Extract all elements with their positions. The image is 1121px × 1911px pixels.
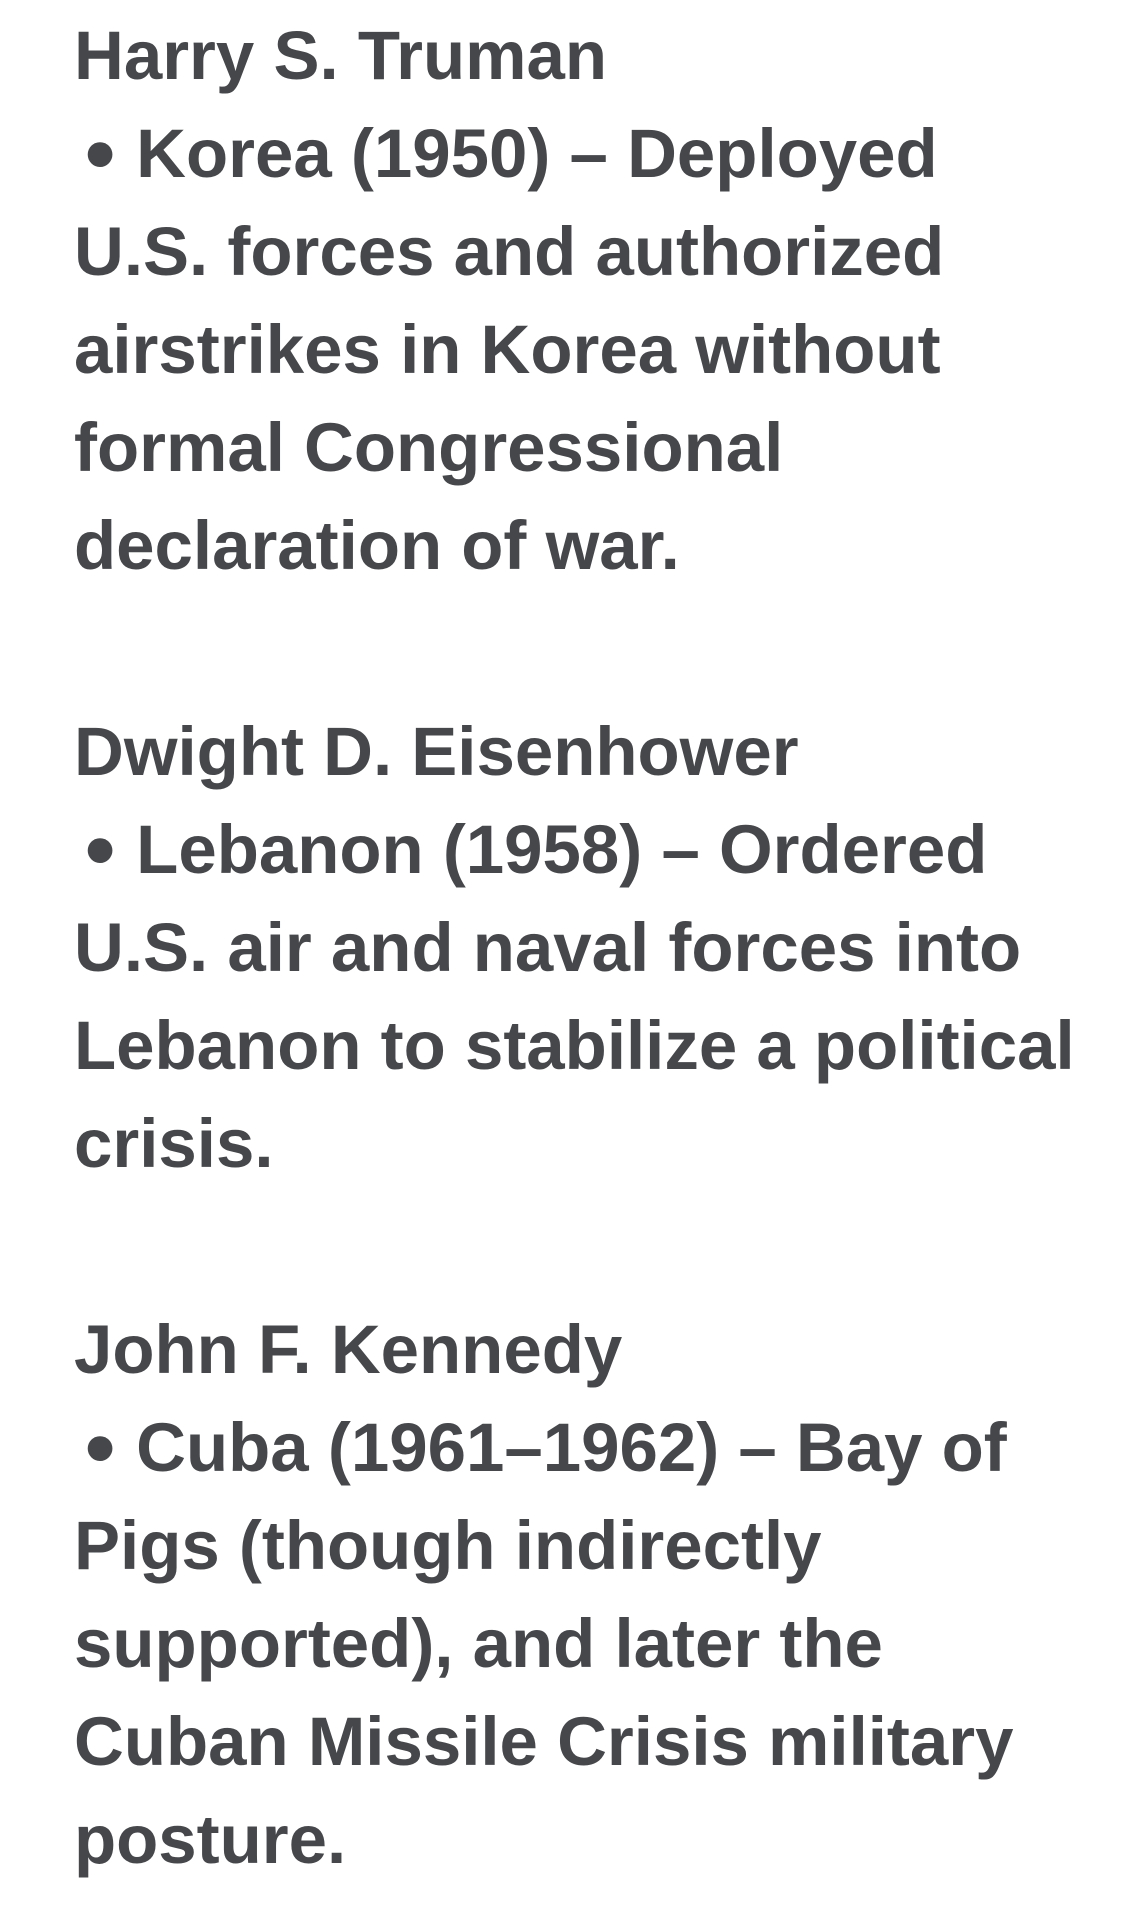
bullet-icon: • xyxy=(84,105,116,202)
section-kennedy xyxy=(74,1301,1091,1889)
president-heading-eisenhower: Dwight D. Eisenhower xyxy=(74,713,799,790)
text-line: airstrikes in Korea without xyxy=(74,311,941,388)
section-truman xyxy=(74,7,1091,595)
text-line: supported), and later the xyxy=(74,1605,883,1682)
bullet-text: Cuba (1961–1962) – Bay of xyxy=(136,1409,1007,1486)
bullet-text: Korea (1950) – Deployed xyxy=(136,115,938,192)
president-heading-kennedy: John F. Kennedy xyxy=(74,1311,623,1388)
section-eisenhower xyxy=(74,703,1091,1193)
bullet-line xyxy=(74,801,1091,899)
bullet-text: Lebanon (1958) – Ordered xyxy=(136,811,988,888)
bullet-line xyxy=(74,1399,1091,1497)
bullet-icon: • xyxy=(84,801,116,898)
text-line: U.S. air and naval forces into xyxy=(74,909,1022,986)
text-line: U.S. forces and authorized xyxy=(74,213,945,290)
text-line: declaration of war. xyxy=(74,507,680,584)
text-line: posture. xyxy=(74,1801,347,1878)
president-heading-truman: Harry S. Truman xyxy=(74,17,608,94)
bullet-icon: • xyxy=(84,1399,116,1496)
text-line: Cuban Missile Crisis military xyxy=(74,1703,1014,1780)
bullet-line xyxy=(74,105,1091,203)
text-line: crisis. xyxy=(74,1105,274,1182)
text-line: formal Congressional xyxy=(74,409,784,486)
text-line: Pigs (though indirectly xyxy=(74,1507,822,1584)
text-line: Lebanon to stabilize a political xyxy=(74,1007,1075,1084)
